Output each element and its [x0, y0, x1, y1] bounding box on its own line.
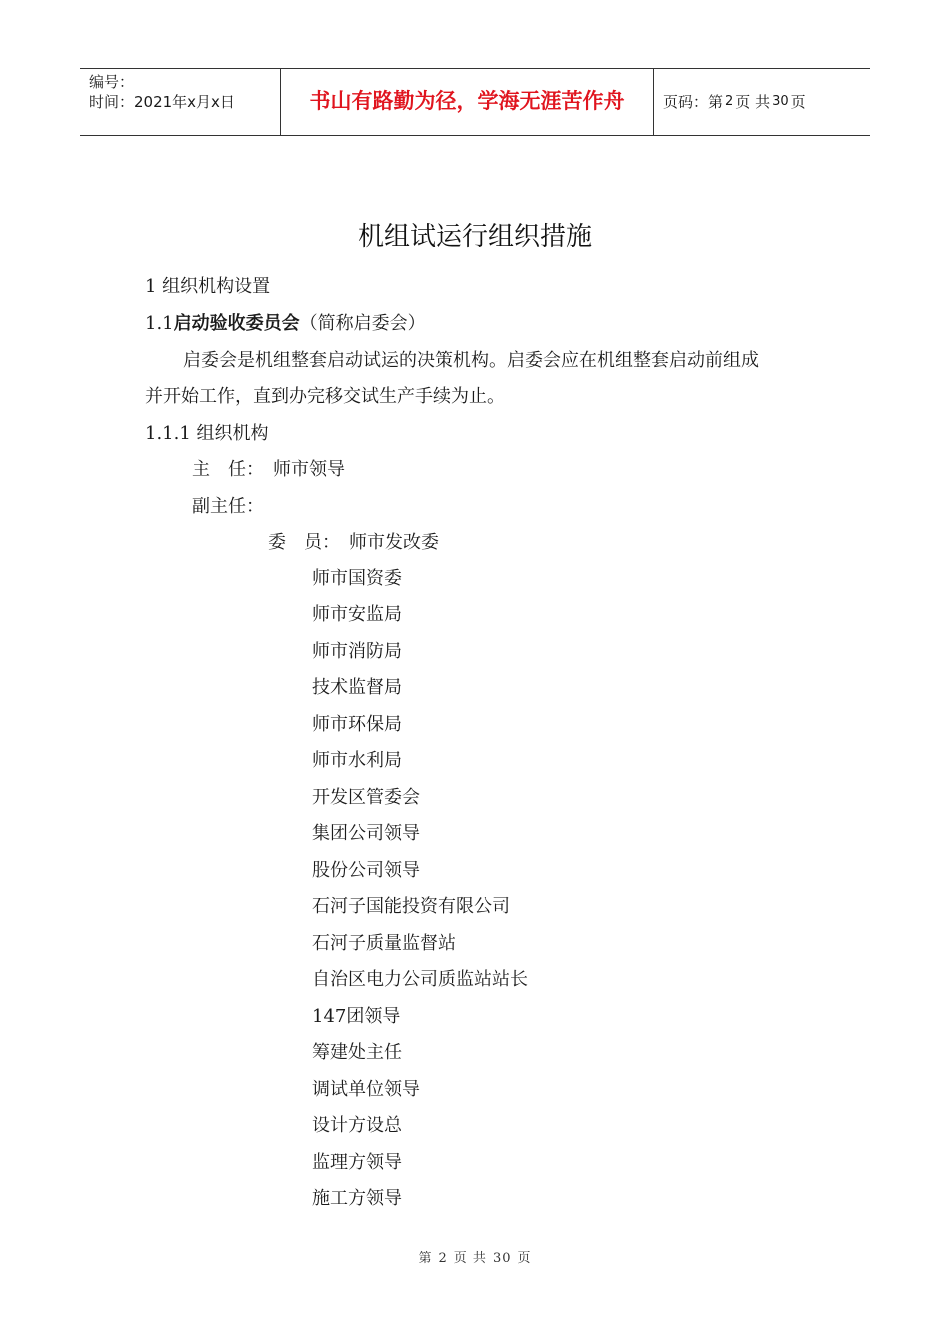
- document-number-label: 编号：: [89, 73, 135, 91]
- document-title: 机组试运行组织措施: [357, 222, 592, 252]
- member-item: 师市水利局: [312, 750, 402, 771]
- member-item: 开发区管委会: [312, 787, 420, 808]
- footer-prefix: 第: [418, 1251, 433, 1266]
- member-item: 筹建处主任: [312, 1042, 402, 1063]
- document-time-label: 时间：2021年x月x日: [89, 93, 235, 111]
- member-item: 师市消防局: [312, 641, 402, 662]
- page-current: 2: [725, 93, 734, 109]
- member-item: 石河子质量监督站: [312, 933, 456, 954]
- member-item: 师市安监局: [312, 604, 402, 625]
- member-item: 集团公司领导: [312, 823, 420, 844]
- member-item: 股份公司领导: [312, 860, 420, 881]
- member-item: 师市环保局: [312, 714, 402, 735]
- section-heading-1-1-1: 1.1.1 组织机构: [145, 423, 269, 444]
- member-item: 调试单位领导: [312, 1079, 420, 1100]
- members-line: 委 员： 师市发改委: [268, 532, 439, 553]
- section-heading-1: 1 组织机构设置: [145, 276, 271, 297]
- page-label-middle: 页 共: [735, 92, 771, 111]
- member-item: 技术监督局: [312, 677, 402, 698]
- deputy-director-line: 副主任：: [192, 496, 264, 517]
- header-info-cell: [80, 69, 281, 135]
- member-item: 监理方领导: [312, 1152, 402, 1173]
- page-total: 30: [772, 93, 789, 109]
- member-item: 师市国资委: [312, 568, 402, 589]
- paragraph-line-2: 并开始工作，直到办完移交试生产手续为止。: [145, 386, 505, 407]
- section-number: 1.1: [145, 313, 174, 334]
- page-label-prefix: 页码：第: [663, 92, 724, 111]
- page-header: [80, 68, 870, 136]
- member-item: 设计方设总: [312, 1115, 402, 1136]
- section-title-bold: 启动验收委员会: [173, 313, 300, 334]
- footer-total-pages: 30: [492, 1251, 512, 1266]
- director-line: 主 任： 师市领导: [192, 459, 345, 480]
- footer-middle: 页 共: [453, 1251, 487, 1266]
- member-item: 自治区电力公司质监站站长: [312, 969, 528, 990]
- section-title-note: （简称启委会）: [299, 313, 426, 334]
- header-motto: 书山有路勤为径，学海无涯苦作舟: [281, 69, 654, 135]
- header-page-number: [654, 69, 870, 135]
- footer-current-page: 2: [438, 1251, 448, 1266]
- member-item: 石河子国能投资有限公司: [312, 896, 510, 917]
- page-footer: [0, 1247, 950, 1266]
- member-item: 施工方领导: [312, 1188, 402, 1209]
- page-label-suffix: 页: [790, 92, 806, 111]
- section-heading-1-1: [145, 313, 426, 335]
- paragraph-line-1: 启委会是机组整套启动试运的决策机构。启委会应在机组整套启动前组成: [183, 350, 759, 371]
- footer-suffix: 页: [517, 1251, 532, 1266]
- member-item: 147团领导: [312, 1006, 401, 1027]
